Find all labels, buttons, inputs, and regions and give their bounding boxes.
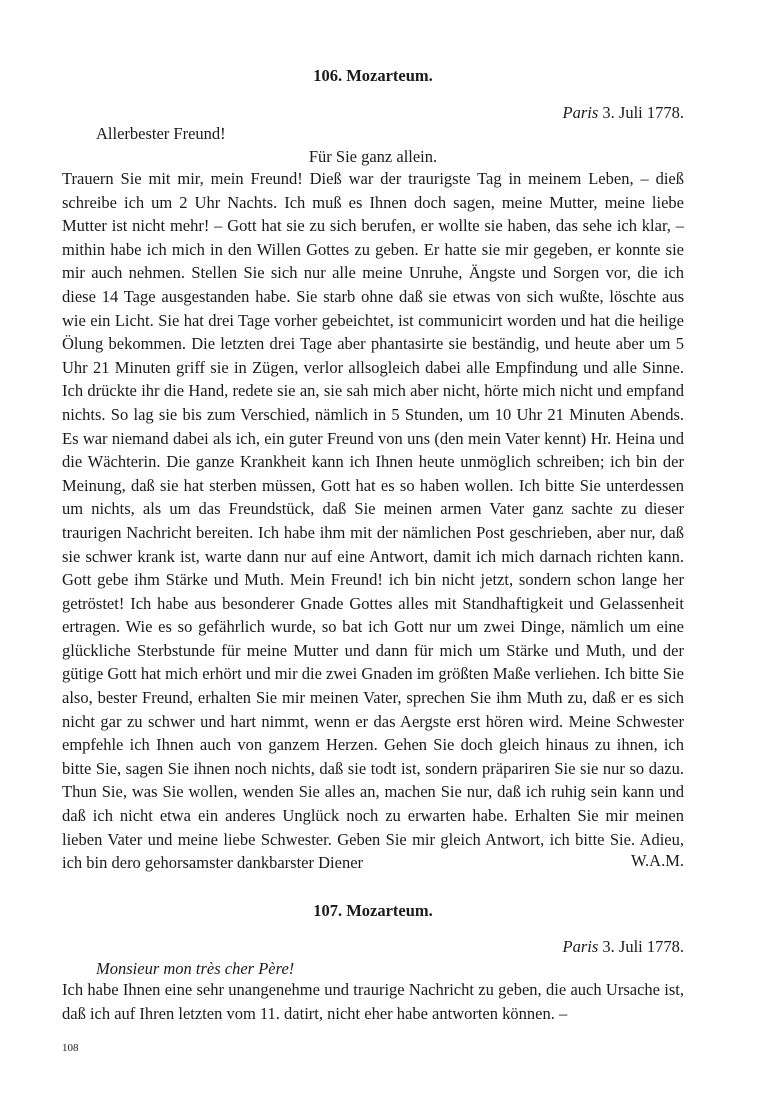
letter-107-salutation: Monsieur mon très cher Père! <box>96 959 295 978</box>
letter-106-dateline <box>563 103 684 123</box>
letter-107-date-rest: 3. Juli 1778. <box>598 937 684 956</box>
page-number: 108 <box>62 1042 79 1054</box>
letter-106-private-note: Für Sie ganz allein. <box>308 147 438 166</box>
letter-107-dateline <box>563 937 684 957</box>
letter-106-date-rest: 3. Juli 1778. <box>598 103 684 122</box>
letter-106-date-place: Paris <box>562 103 599 122</box>
letter-106-signature: W.A.M. <box>630 851 684 870</box>
letter-106-heading: 106. Mozarteum. <box>313 66 433 85</box>
letter-106-body: Trauern Sie mit mir, mein Freund! Dieß war der traurigste Tag in meinem Leben, – dieß schreibe ich um 2 Uhr Nachts. Ich muß es Ihnen doch sagen, meine Mutter, meine liebe Mutter ist nicht mehr! – Gott hat sie zu sich berufen, er wollte sie haben, das sehe ich klar, – mithin habe ich mich in den Willen Gottes zu geben. Er hatte sie mir gegeben, er konnte sie mir auch nehmen. Stellen Sie sich nur alle meine Unruhe, Ängste und Sorgen vor, die ich diese 14 Tage ausgestanden habe. Sie starb ohne daß sie etwas von sich wußte, löschte aus wie ein Licht. Sie hat drei Tage vorher gebeichtet, ist communicirt worden und hat die heilige Ölung bekommen. Die letzten drei Tage aber phantasirte sie beständig, und heute aber um 5 Uhr 21 Minuten griff sie in Zügen, verlor allsogleich dabei alle Empfindung und alle Sinne. Ich drückte ihr die Hand, redete sie an, sie sah mich aber nicht, hörte mich nicht und empfand nichts. So lag sie bis zum Verschied, nämlich in 5 Stunden, um 10 Uhr 21 Minuten Abends. Es war niemand dabei als ich, ein guter Freund von uns (den mein Vater kennt) Hr. Heina und die Wächterin. Die ganze Krankheit kann ich Ihnen heute unmöglich schreiben; ich bin der Meinung, daß sie hat sterben müssen, Gott hat es so haben wollen. Ich bitte Sie unterdessen um nichts, als um das Freundstück, daß Sie meinen armen Vater ganz sachte zu dieser traurigen Nachricht bereiten. Ich habe ihm mit der nämlichen Post geschrieben, aber nur, daß sie schwer krank ist, warte dann nur auf eine Antwort, damit ich mich darnach richten kann. Gott gebe ihm Stärke und Muth. Mein Freund! ich bin nicht jetzt, sondern schon lange her getröstet! Ich habe aus besonderer Gnade Gottes alles mit Standhaftigkeit und Gelassenheit ertragen. Wie es so gefährlich wurde, so bat ich Gott nur um zwei Dinge, nämlich um eine glückliche Sterbstunde für meine Mutter und dann für mich um Stärke und Muth, und der gütige Gott hat mich erhört und mir die zwei Gnaden im größten Maße verliehen. Ich bitte Sie also, bester Freund, erhalten Sie mir meinen Vater, sprechen Sie ihm Muth zu, daß er es sich nicht gar zu schwer und hart nimmt, wenn er das Aergste erst hören wird. Meine Schwester empfehle ich Ihnen auch von ganzem Herzen. Gehen Sie doch gleich hinaus zu ihnen, ich bitte Sie, sagen Sie ihnen noch nichts, daß sie todt ist, sondern präpariren Sie sie nur so dazu. Thun Sie, was Sie wollen, wenden Sie alles an, machen Sie nur, daß ich ruhig sein kann und daß ich nicht etwa ein anderes Unglück noch zu erwarten habe. Erhalten Sie mir meinen lieben Vater und meine liebe Schwester. Geben Sie mir gleich Antwort, ich bitte Sie. Adieu, ich bin dero gehorsamster dankbarster Diener <box>62 169 684 873</box>
letter-107-body: Ich habe Ihnen eine sehr unangenehme und traurige Nachricht zu geben, die auch Ursache ist, daß ich auf Ihren letzten vom 11. datirt, nicht eher habe antworten können. – <box>62 980 684 1023</box>
letter-107-date-place: Paris <box>562 937 599 956</box>
letter-106-salutation: Allerbester Freund! <box>96 124 226 143</box>
letter-107-heading: 107. Mozarteum. <box>313 901 433 920</box>
